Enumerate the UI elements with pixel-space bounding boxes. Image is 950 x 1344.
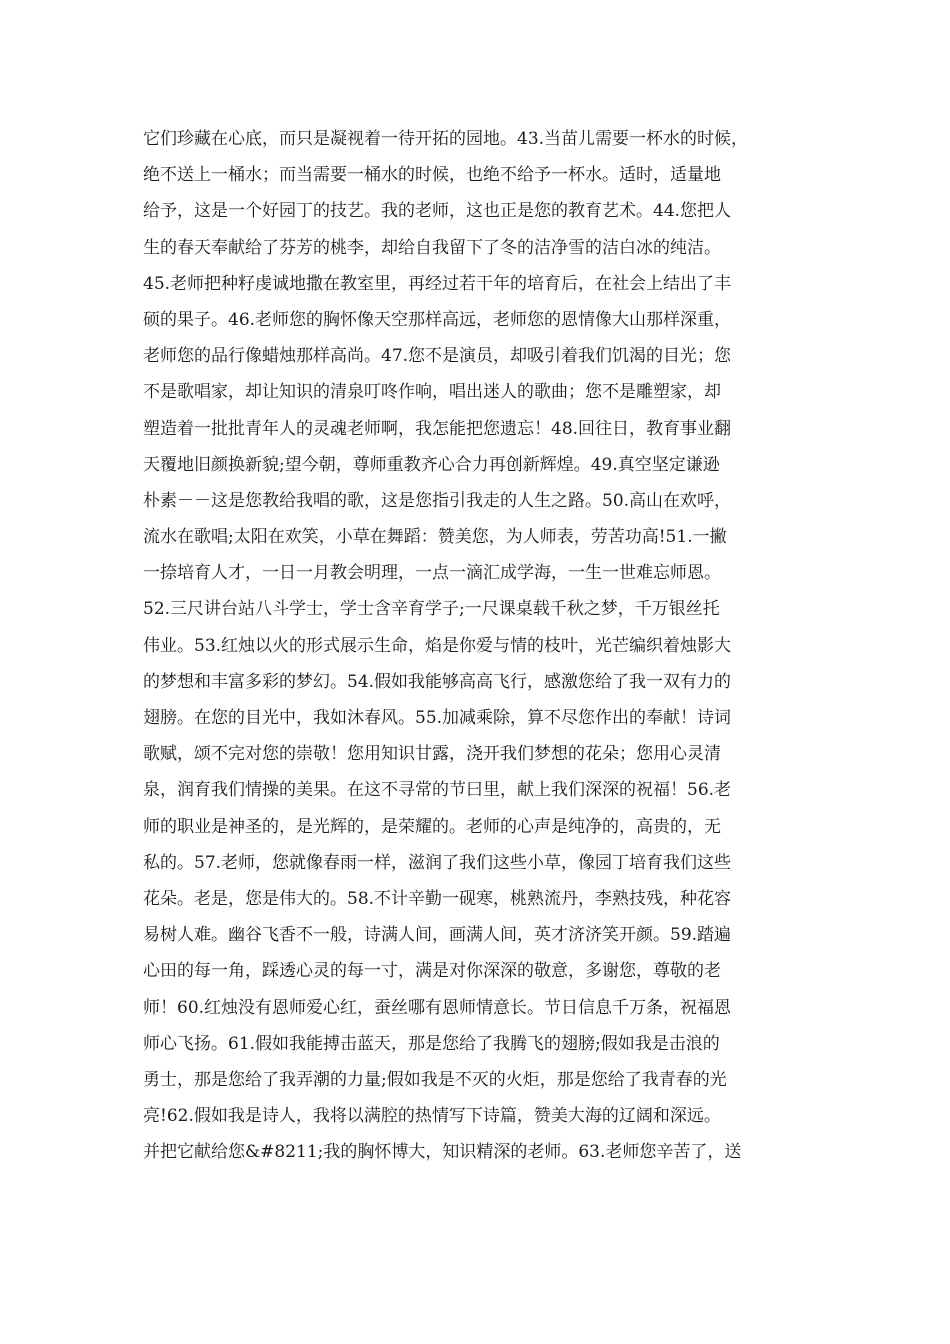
text-line: 的梦想和丰富多彩的梦幻。54.假如我能够高高飞行，感激您给了我一双有力的 — [143, 671, 732, 692]
text-line: 硕的果子。46.老师您的胸怀像天空那样高远，老师您的恩情像大山那样深重， — [143, 309, 732, 330]
text-line: 师！60.红烛没有恩师爱心红，蚕丝哪有恩师情意长。节日信息千万条，祝福恩 — [143, 997, 732, 1018]
text-line: 泉，润育我们情操的美果。在这不寻常的节曰里，献上我们深深的祝福！56.老 — [143, 780, 732, 801]
text-line: 流水在歌唱;太阳在欢笑，小草在舞蹈：赞美您，为人师表，劳苦功高!51.一撇 — [143, 527, 727, 548]
text-line: 一捺培育人才，一日一月教会明理，一点一滴汇成学海，一生一世难忘师恩。 — [143, 563, 721, 584]
text-line: 它们珍藏在心底，而只是凝视着一待开拓的园地。43.当苗儿需要一杯水的时候， — [143, 129, 749, 149]
text-line: 花朵。老是，您是伟大的。58.不计辛勤一砚寒，桃熟流丹，李熟技残，种花容 — [143, 888, 732, 909]
text-line: 45.老师把种籽虔诚地撒在教室里，再经过若干年的培育后，在社会上结出了丰 — [143, 273, 732, 294]
text-line: 绝不送上一桶水；而当需要一桶水的时候，也绝不给予一杯水。适时，适量地 — [143, 165, 721, 186]
text-line: 歌赋，颂不完对您的崇敬！您用知识甘露，浇开我们梦想的花朵；您用心灵清 — [143, 744, 721, 765]
text-line: 亮!62.假如我是诗人，我将以满腔的热情写下诗篇，赞美大海的辽阔和深远。 — [143, 1106, 721, 1127]
text-line: 勇士，那是您给了我弄潮的力量;假如我是不灭的火炬，那是您给了我青春的光 — [143, 1069, 727, 1090]
text-line: 师心飞扬。61.假如我能搏击蓝天，那是您给了我腾飞的翅膀;假如我是击浪的 — [143, 1033, 720, 1054]
text-line: 师的职业是神圣的，是光辉的，是荣耀的。老师的心声是纯净的，高贵的，无 — [143, 816, 721, 837]
text-line: 心田的每一角，踩透心灵的每一寸，满是对你深深的敬意，多谢您，尊敬的老 — [143, 961, 721, 982]
text-line: 私的。57.老师，您就像春雨一样，滋润了我们这些小草，像园丁培育我们这些 — [143, 852, 732, 873]
text-line: 天覆地旧颜换新貌;望今朝，尊师重教齐心合力再创新辉煌。49.真空坚定谦逊 — [143, 454, 720, 475]
text-line: 并把它献给您&#8211;我的胸怀博大，知识精深的老师。63.老师您辛苦了，送 — [143, 1142, 742, 1163]
text-line: 不是歌唱家，却让知识的清泉叮咚作响，唱出迷人的歌曲；您不是雕塑家，却 — [143, 382, 721, 403]
text-line: 翅膀。在您的目光中，我如沐春风。55.加减乘除，算不尽您作出的奉献！诗词 — [143, 708, 732, 728]
text-line: 朴素－－这是您教给我唱的歌，这是您指引我走的人生之路。50.高山在欢呼， — [143, 490, 732, 511]
text-line: 易树人难。幽谷飞香不一般，诗满人间，画满人间，英才济济笑开颜。59.踏遍 — [143, 925, 732, 946]
text-line: 给予，这是一个好园丁的技艺。我的老师，这也正是您的教育艺术。44.您把人 — [143, 201, 732, 222]
text-line: 伟业。53.红烛以火的形式展示生命，焰是你爱与情的枝叶，光芒编织着烛影大 — [143, 635, 732, 656]
text-line: 老师您的品行像蜡烛那样高尚。47.您不是演员，却吸引着我们饥渴的目光；您 — [143, 346, 732, 367]
text-line: 塑造着一批批青年人的灵魂老师啊，我怎能把您遗忘！48.回往日，教育事业翻 — [143, 418, 732, 439]
text-line: 生的春天奉献给了芬芳的桃李，却给自我留下了冬的洁净雪的洁白冰的纯洁。 — [143, 237, 721, 258]
body-paragraph — [143, 121, 813, 1170]
text-line: 52.三尺讲台站八斗学士，学士含辛育学子;一尺课桌载千秋之梦，千万银丝托 — [143, 599, 720, 620]
